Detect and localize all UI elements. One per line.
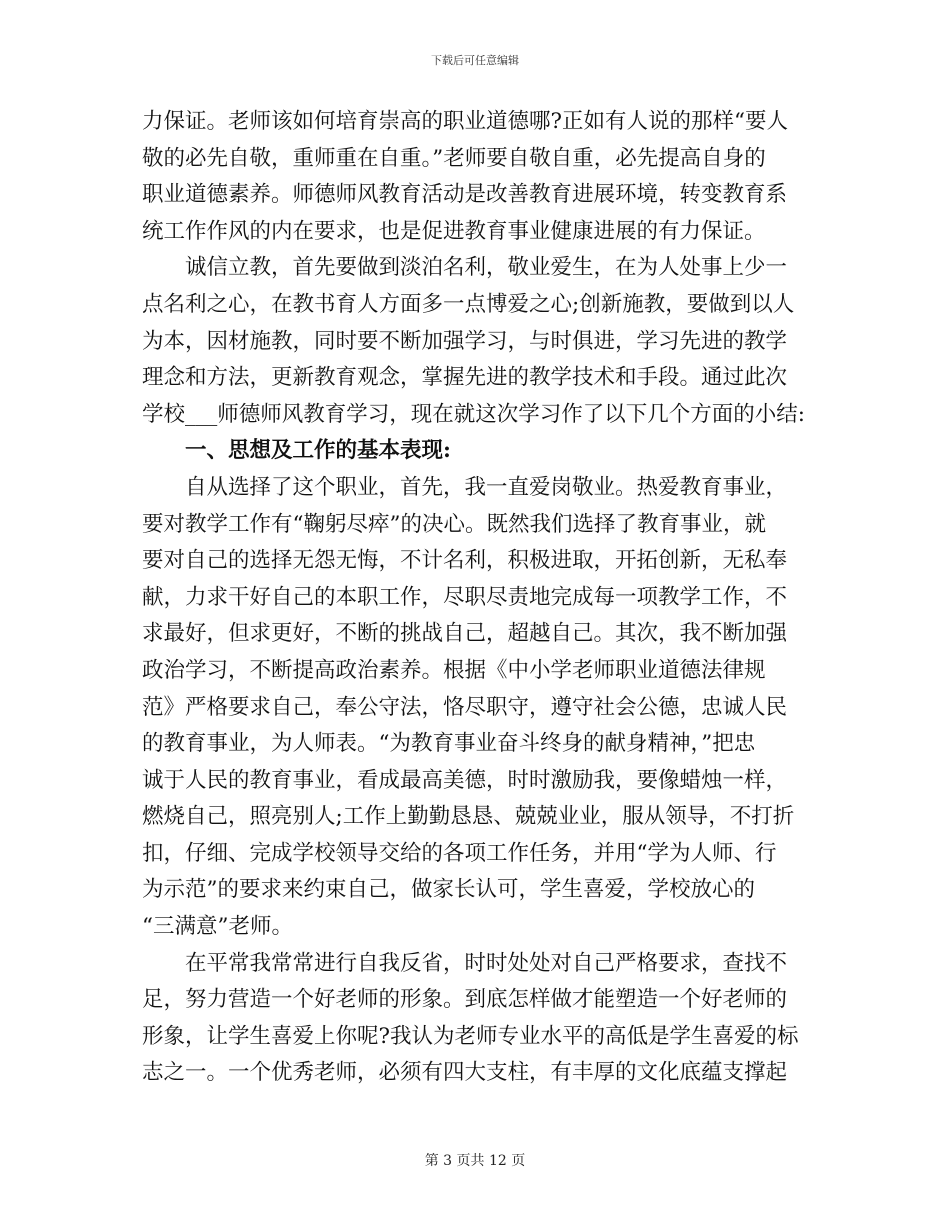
text-line: 志之一。一个优秀老师，必须有四大支柱，有丰厚的文化底蕴支撑起 [142, 1060, 788, 1086]
text-line: 求最好，但求更好，不断的挑战自己，超越自己。其次，我不断加强 [142, 621, 788, 647]
text-line: 的教育事业，为人师表。“为教育事业奋斗终身的献身精神，”把忠 [142, 731, 756, 757]
text-line: 形象，让学生喜爱上你呢?我认为老师专业水平的高低是学生喜爱的标 [142, 1023, 799, 1049]
text-line: 自从选择了这个职业，首先，我一直爱岗敬业。热爱教育事业， [185, 474, 788, 500]
section-heading: 一、思想及工作的基本表现: [185, 438, 451, 464]
text-line: 为本，因材施教，同时要不断加强学习，与时俱进，学习先进的教学 [142, 328, 788, 354]
text-line: 统工作作风的内在要求，也是促进教育事业健康进展的有力保证。 [142, 218, 766, 244]
text-line: 点名利之心，在教书育人方面多一点博爱之心;创新施教，要做到以人 [142, 291, 795, 317]
text-line: 诚于人民的教育事业，看成最高美德，时时激励我，要像蜡烛一样， [142, 767, 788, 793]
text-line: 力保证。老师该如何培育崇高的职业道德哪?正如有人说的那样“要人 [142, 109, 789, 134]
text-line: 在平常我常常进行自我反省，时时处处对自己严格要求，查找不 [185, 950, 788, 976]
document-body [142, 104, 812, 1092]
text-line: “三满意”老师。 [142, 914, 293, 940]
text-line: 职业道德素养。师德师风教育活动是改善教育进展环境，转变教育系 [142, 182, 788, 208]
text-line: 学校___师德师风教育学习，现在就这次学习作了以下几个方面的小结: [142, 401, 805, 427]
page-header: 下载后可任意编辑 [431, 54, 519, 67]
text-line: 范》严格要求自己，奉公守法，恪尽职守，遵守社会公德，忠诚人民 [142, 694, 788, 720]
text-line: 诚信立教，首先要做到淡泊名利，敬业爱生，在为人处事上少一 [185, 255, 788, 281]
text-line: 要对教学工作有“鞠躬尽瘁”的决心。既然我们选择了教育事业，就 [142, 511, 766, 537]
text-line: 燃烧自己，照亮别人;工作上勤勤恳恳、兢兢业业，服从领导，不打折 [142, 804, 795, 830]
text-line: 献，力求干好自己的本职工作，尽职尽责地完成每一项教学工作，不 [142, 584, 788, 610]
text-line: 要对自己的选择无怨无悔，不计名利，积极进取，开拓创新，无私奉 [142, 548, 788, 574]
text-line: 敬的必先自敬，重师重在自重。”老师要自敬自重，必先提高自身的 [142, 145, 766, 171]
text-line: 扣，仔细、完成学校领导交给的各项工作任务，并用“学为人师、行 [142, 840, 777, 866]
text-line: 政治学习，不断提高政治素养。根据《中小学老师职业道德法律规 [142, 657, 766, 683]
page-footer: 第 3 页共 12 页 [424, 1153, 526, 1169]
text-line: 理念和方法，更新教育观念，掌握先进的教学技术和手段。通过此次 [142, 365, 788, 391]
text-line: 足，努力营造一个好老师的形象。到底怎样做才能塑造一个好老师的 [142, 987, 788, 1013]
text-line: 为示范”的要求来约束自己，做家长认可，学生喜爱，学校放心的 [142, 877, 755, 903]
